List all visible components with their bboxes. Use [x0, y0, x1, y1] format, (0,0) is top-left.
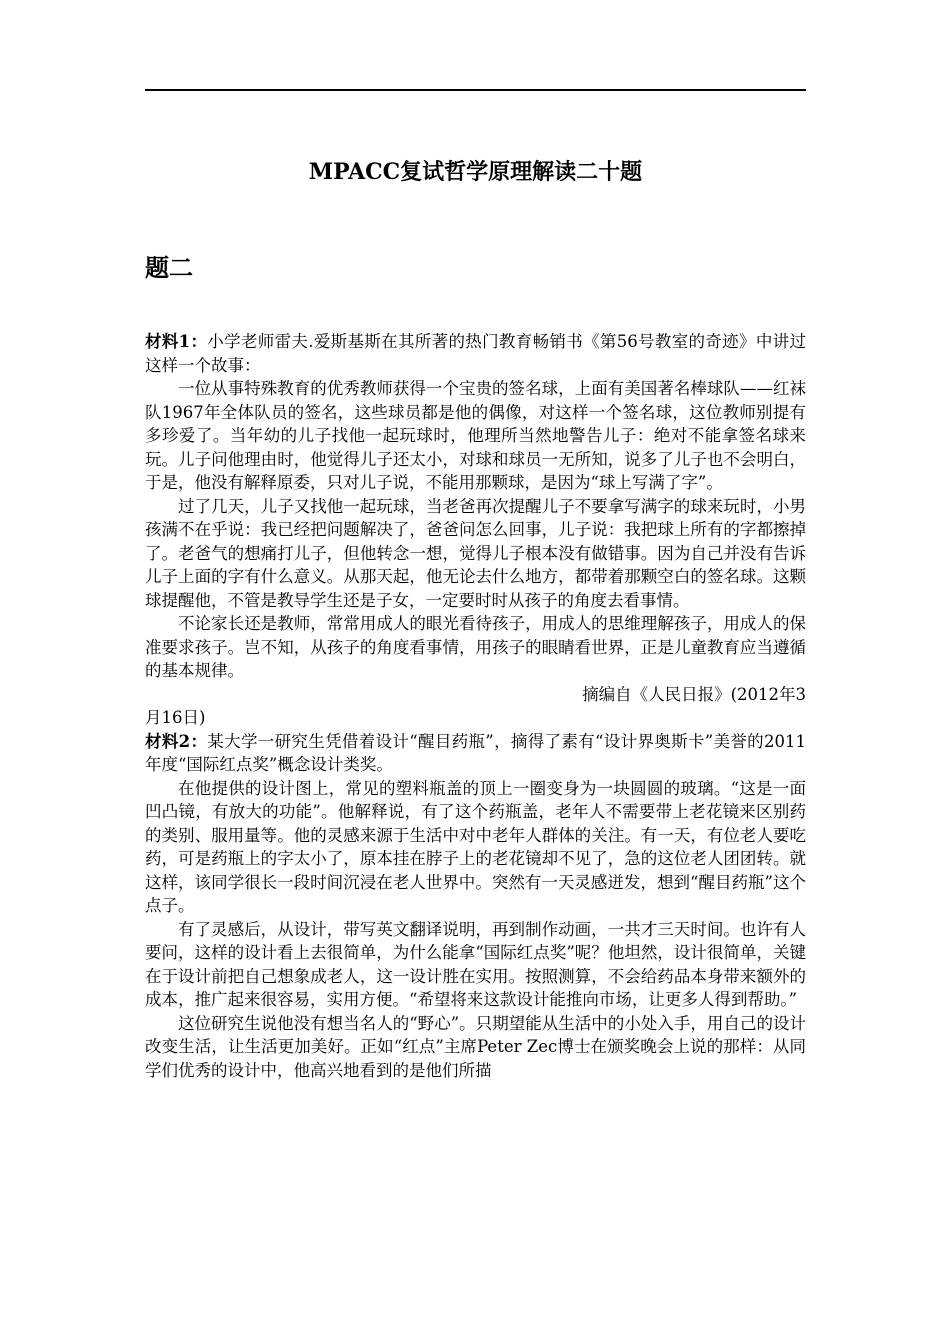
document-body: [145, 330, 806, 1082]
material1-intro: [145, 330, 806, 377]
material2-paragraph-2: 有了灵感后，从设计，带写英文翻译说明，再到制作动画，一共才三天时间。也许有人要问，这样的设计看上去很简单，为什么能拿“国际红点奖”呢？他坦然，设计很简单，关键在于设计前把自己想象成老人，这一设计胜在实用。按照测算，不会给药品本身带来额外的成本，推广起来很容易，实用方便。“希望将来这款设计能推向市场，让更多人得到帮助。”: [145, 919, 806, 1009]
material1-source-line-1: 摘编自《人民日报》(2012年3: [582, 684, 806, 704]
material1-paragraph-1: 一位从事特殊教育的优秀教师获得一个宝贵的签名球，上面有美国著名棒球队——红袜队1967年全体队员的签名，这些球员都是他的偶像，对这样一个签名球，这位教师别提有多珍爱了。当年幼的儿子找他一起玩球时，他理所当然地警告儿子：绝对不能拿签名球来玩。儿子问他理由时，他觉得儿子还太小，对球和球员一无所知，说多了儿子也不会明白，于是，他没有解释原委，只对儿子说，不能用那颗球，是因为“球上写满了字”。: [145, 379, 806, 492]
material2-paragraph-3: 这位研究生说他没有想当名人的“野心”。只期望能从生活中的小处入手，用自己的设计改变生活，让生活更加美好。正如“红点”主席Peter Zec博士在颁奖晚会上说的那样：从同学们优秀的设计中，他高兴地看到的是他们所描: [145, 1013, 806, 1080]
material2-intro-text: 某大学一研究生凭借着设计“醒目药瓶”，摘得了素有“设计界奥斯卡”美誉的2011年度“国际红点奖”概念设计类奖。: [145, 731, 806, 774]
material2-intro: [145, 730, 806, 777]
material1-intro-text: 小学老师雷夫.爱斯基斯在其所著的热门教育畅销书《第56号教室的奇迹》中讲过这样一个故事：: [145, 332, 806, 375]
material1-paragraph-3: 不论家长还是教师，常常用成人的眼光看待孩子，用成人的思维理解孩子，用成人的保准要求孩子。岂不知，从孩子的角度看事情，用孩子的眼睛看世界，正是儿童教育应当遵循的基本规律。: [145, 614, 806, 680]
document-title: MPACC复试哲学原理解读二十题: [308, 159, 643, 185]
material2-label: 材料2：: [145, 731, 208, 751]
header-rule: [145, 89, 806, 91]
material1-label: 材料1：: [145, 332, 208, 351]
material1-paragraph-2: 过了几天，儿子又找他一起玩球，当老爸再次提醒儿子不要拿写满字的球来玩时，小男孩满不在乎说：我已经把问题解决了，爸爸问怎么回事，儿子说：我把球上所有的字都擦掉了。老爸气的想痛打儿子，但他转念一想，觉得儿子根本没有做错事。因为自己并没有告诉儿子上面的字有什么意义。从那天起，他无论去什么地方，都带着那颗空白的签名球。这颗球提醒他，不管是教导学生还是子女，一定要时时从孩子的角度去看事情。: [145, 496, 806, 610]
section-heading: 题二: [145, 253, 193, 282]
material2-paragraph-1: 在他提供的设计图上，常见的塑料瓶盖的顶上一圈变身为一块圆圆的玻璃。“这是一面凹凸镜，有放大的功能”。他解释说，有了这个药瓶盖，老年人不需要带上老花镜来区别药的类别、服用量等。他的灵感来源于生活中对中老年人群体的关注。有一天，有位老人要吃药，可是药瓶上的字太小了，原本挂在脖子上的老花镜却不见了，急的这位老人团团转。就这样，该同学很长一段时间沉浸在老人世界中。突然有一天灵感迸发，想到“醒目药瓶”这个点子。: [145, 778, 806, 915]
material1-source-line-2: 月16日): [145, 708, 206, 727]
